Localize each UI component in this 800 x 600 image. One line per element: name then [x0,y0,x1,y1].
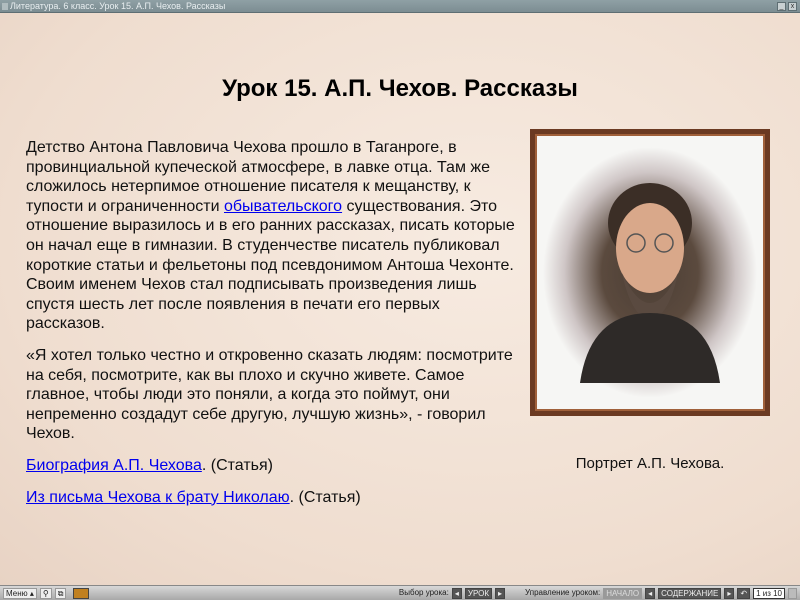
page-counter: 1 из 10 [753,588,785,599]
link-row [26,456,518,476]
lesson-select-label: Выбор урока: [398,588,449,597]
link-letter-to-brother[interactable]: Из письма Чехова к брату Николаю [26,488,290,506]
window-title: Литература. 6 класс. Урок 15. А.П. Чехов. Рассказы [10,1,226,11]
prev-page-button[interactable]: ◂ [645,588,655,599]
app-icon [2,3,8,10]
minimize-button[interactable]: _ [777,2,786,11]
lesson-control-label: Управление уроком: [525,588,601,597]
link-obyvatelskogo[interactable]: обывательского [223,197,343,215]
link-suffix: . (Статья) [289,488,361,506]
book-icon[interactable] [73,588,89,599]
close-button[interactable]: x [788,2,797,11]
link-suffix: . (Статья) [201,456,273,474]
lesson-button[interactable]: УРОК [465,588,492,599]
lesson-content [0,13,800,585]
prev-lesson-button[interactable]: ◂ [452,588,462,599]
paragraph-biography [26,138,518,334]
sound-icon[interactable] [788,588,797,599]
link-biography[interactable]: Биография А.П. Чехова [26,456,202,474]
text: существования. Это отношение выразилось и в его ранних рассказах, писать которые он начал еще в гимназии. В студенчестве писатель публиковал короткие статьи и фельетоны под псевдонимом Антоша Чехонте. Своим именем Чехов стал подписывать произведения лишь спустя шесть лет после появления в печати его первых рассказов. [26,197,515,333]
portrait-caption: Портрет А.П. Чехова. [575,455,725,472]
portrait-image [543,142,757,403]
menu-button[interactable]: Меню ▴ [3,588,37,599]
search-icon[interactable]: ⚲ [40,588,52,599]
start-button[interactable]: НАЧАЛО [603,588,642,599]
link-row [26,488,518,508]
chekhov-portrait-icon [570,163,730,383]
page-title: Урок 15. А.П. Чехов. Рассказы [222,75,578,102]
copy-icon[interactable]: ⧉ [55,588,67,599]
quote-paragraph: «Я хотел только честно и откровенно сказать людям: посмотрите на себя, посмотрите, как вы плохо и скучно живете. Самое главное, чтобы люди это поняли, а когда это поймут, они непременно создадут себе другую, лучшую жизнь», - говорил Чехов. [26,346,513,443]
lesson-text [26,138,518,519]
return-icon[interactable]: ↶ [737,588,750,599]
text: Детство Антона Павловича Чехова прошло в Таганроге, в провинциальной купеческой атмосфере, в лавке отца. Там же сложилось нетерпимое отношение писателя к мещанству, к тупости и ограниченности [26,139,490,215]
next-lesson-button[interactable]: ▸ [495,588,505,599]
portrait-frame [530,129,770,416]
bottom-toolbar [0,585,800,600]
title-bar [0,0,800,13]
contents-button[interactable]: СОДЕРЖАНИЕ [658,588,721,599]
next-page-button[interactable]: ▸ [724,588,734,599]
